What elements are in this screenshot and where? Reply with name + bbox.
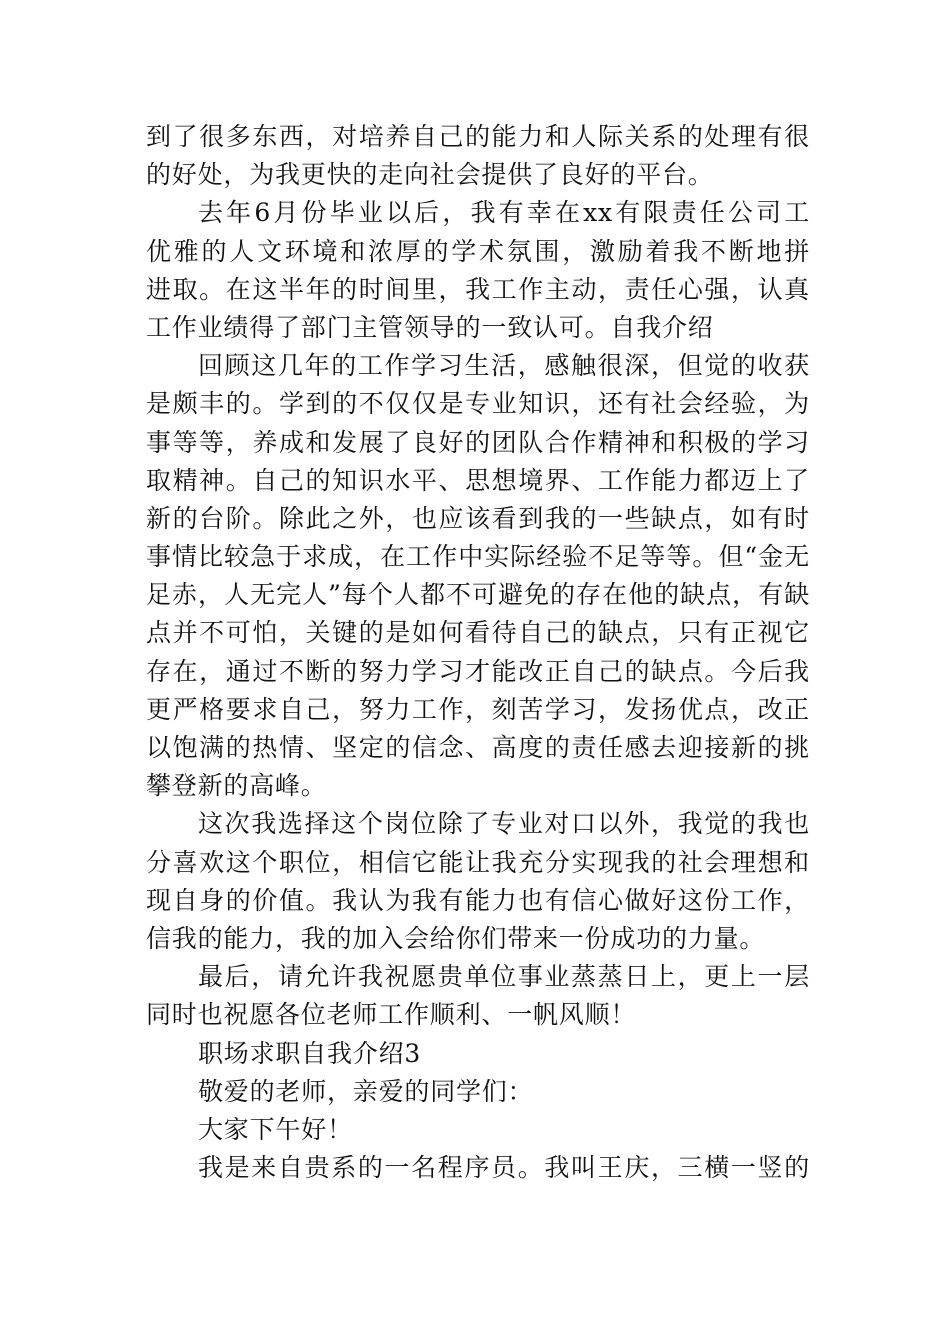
text-line: 点并不可怕，关键的是如何看待自己的缺点，只有正视它	[146, 618, 810, 648]
text-line: 存在，通过不断的努力学习才能改正自己的缺点。今后我	[146, 656, 810, 686]
text-line: 去年6月份毕业以后，我有幸在xx有限责任公司工	[198, 198, 810, 228]
text-line: 工作业绩得了部门主管领导的一致认可。自我介绍	[146, 312, 714, 342]
text-line: 事等等，养成和发展了良好的团队合作精神和积极的学习	[146, 427, 810, 457]
text-line: 足赤，人无完人”每个人都不可避免的存在他的缺点，有缺	[146, 580, 810, 610]
text-line: 事情比较急于求成，在工作中实际经验不足等等。但“金无	[146, 542, 810, 572]
text-line: 最后，请允许我祝愿贵单位事业蒸蒸日上，更上一层	[198, 962, 810, 992]
text-line: 优雅的人文环境和浓厚的学术氛围，激励着我不断地拼	[146, 236, 810, 266]
document-body	[146, 118, 810, 1187]
text-line: 敬爱的老师，亲爱的同学们：	[198, 1076, 534, 1106]
text-line: 取精神。自己的知识水平、思想境界、工作能力都迈上了	[146, 465, 810, 495]
text-line: 更严格要求自己，努力工作，刻苦学习，发扬优点，改正	[146, 694, 810, 724]
text-line: 新的台阶。除此之外，也应该看到我的一些缺点，如有时	[146, 503, 810, 533]
text-line: 大家下午好！	[198, 1114, 353, 1144]
text-line: 到了很多东西，对培养自己的能力和人际关系的处理有很	[146, 122, 810, 151]
text-line: 分喜欢这个职位，相信它能让我充分实现我的社会理想和	[146, 847, 810, 877]
text-line: 信我的能力，我的加入会给你们带来一份成功的力量。	[146, 923, 766, 953]
text-line: 的好处，为我更快的走向社会提供了良好的平台。	[146, 160, 714, 190]
text-line: 以饱满的热情、坚定的信念、高度的责任感去迎接新的挑	[146, 733, 810, 762]
text-line: 是颇丰的。学到的不仅仅是专业知识，还有社会经验，为	[146, 389, 810, 419]
text-line: 这次我选择这个岗位除了专业对口以外，我觉的我也	[198, 809, 810, 839]
text-line: 职场求职自我介绍3	[198, 1038, 422, 1068]
text-line: 现自身的价值。我认为我有能力也有信心做好这份工作，	[146, 885, 810, 915]
text-line: 同时也祝愿各位老师工作顺利、一帆风顺！	[146, 1000, 637, 1030]
text-line: 进取。在这半年的时间里，我工作主动，责任心强，认真	[146, 274, 810, 304]
text-line: 回顾这几年的工作学习生活，感触很深，但觉的收获	[198, 351, 810, 381]
text-line: 攀登新的高峰。	[146, 771, 327, 801]
text-line: 我是来自贵系的一名程序员。我叫王庆，三横一竖的	[198, 1153, 810, 1183]
